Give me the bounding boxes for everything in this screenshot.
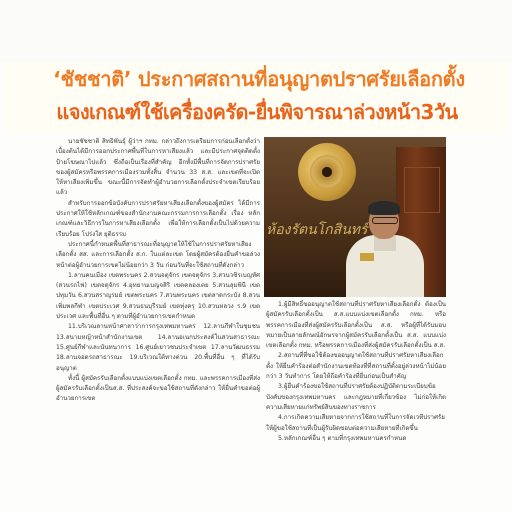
photo-sign: ห้องรัตนโกสินทร์ xyxy=(266,222,368,238)
paragraph: 1.ผู้มีสิทธิ์ขออนุญาตใช้สถานที่ปราศรัยหาเสียงเลือกตั้ง ต้องเป็นผู้สมัครรับเลือกตั้งเป็น ส.ส.แบบแบ่งเขตเลือกตั้ง กทม. หรือพรรคการเมืองที่ส่งผู้สมัครรับเลือกตั้งเป็น ส.ส. หรือผู้ที่ได้รับมอบหมายเป็นลายลักษณ์อักษรจากผู้สมัครรับเลือกตั้งเป็น ส.ส. แบบแบ่งเขตเลือกตั้ง กทม. หรือพรรคการเมืองที่ส่งผู้สมัครรับเลือกตั้งเป็น ส.ส. xyxy=(266,301,446,350)
glasses-icon xyxy=(372,217,398,224)
photo-door-panel xyxy=(404,167,440,213)
badge-icon xyxy=(360,253,374,261)
article-body-right xyxy=(266,300,446,510)
paragraph: ประกาศนี้กำหนดพื้นที่สาธารณะที่อนุญาตให้ใช้ในการปราศรัยหาเสียงเลือกตั้ง สส. และการเลือกตั้ง ส.ก. ในแต่ละเขต โดยผู้สมัครต้องยื่นคำขอล่วงหน้าต่อผู้อำนวยการเขตไม่น้อยกว่า 3 วัน ก่อนวันที่จะใช้สถานที่ดังกล่าว xyxy=(56,240,260,269)
paragraph: 4.การเกิดความเสียหายจากการใช้สถานที่ในการจัดเวทีปราศรัย ให้ผู้ขอใช้สถานที่เป็นผู้รับผิดชอบต่อความเสียหายที่เกิดขึ้น xyxy=(266,414,445,432)
paragraph: 11.บริเวณลานหน้าศาลาว่าการกรุงเทพมหานคร 12.ลานกีฬาในชุมชน 13.สนามหญ้าหน้าสำนักงานเขต 14.ลานอเนกประสงค์ในสวนสาธารณะ 15.ศูนย์กีฬาและนันทนาการ 16.ศูนย์เยาวชนประจำเขต 17.ลานวัฒนธรรม 18.ลานจอดรถสาธารณะ 19.บริเวณใต้ทางด่วน 20.พื้นที่อื่น ๆ ที่ได้รับอนุญาต xyxy=(56,323,260,372)
emblem-center-icon xyxy=(310,155,344,189)
paragraph: 5.หลักเกณฑ์อื่น ๆ ตามที่กรุงเทพมหานครกำหนด xyxy=(278,434,407,442)
article-body-left xyxy=(56,137,260,509)
paragraph: นายชัชชาติ สิทธิพันธุ์ ผู้ว่าฯ กทม. กล่าวถึงการเตรียมการก่อนเลือกตั้งว่า เบื้องต้นได้มีการออกประกาศพื้นที่ในการหาเสียงแล้ว และมีประกาศจุดติดตั้งป้ายโฆษณาไปแล้ว ซึ่งถือเป็นเรื่องที่สำคัญ อีกทั้งมีพื้นที่การจัดการปราศรัยของผู้สมัครหรือพรรคการเมืองรวมทั้งสิ้น จำนวน 33 ส.ส. และเขตที่จะเปิดให้หาเสียงเพิ่มขึ้น ขณะนี้มีการจัดทำผู้อำนวยการเลือกตั้งประจำเขตเรียบร้อยแล้ว xyxy=(56,138,260,197)
paragraph: 1.ลานคนเมือง เขตพระนคร 2.สวนจตุจักร เขตจตุจักร 3.สวนวชิรเบญทัศ (สวนรถไฟ) เขตจตุจักร 4.อุทยานเบญจสิริ เขตคลองเตย 5.สวนลุมพินี เขตปทุมวัน 6.สวนสราญรมย์ เขตพระนคร 7.สวนพระนคร เขตลาดกระบัง 8.สวนเพิ่มพลกีฬา เขตประเวศ 9.สวนธนบุรีรมย์ เขตทุ่งครุ 10.สวนหลวง ร.9 เขตประเวศ และพื้นที่อื่น ๆ ตามที่ผู้อำนวยการเขตกำหนด xyxy=(56,271,260,321)
article-photo xyxy=(264,137,446,297)
subheadline: แจงเกณฑ์ใช้เครื่องครัด-ยื่นพิจารณาล่วงหน้า3วัน xyxy=(56,100,458,124)
headline: ‘ชัชชาติ’ ประกาศสถานที่อนุญาตปราศรัยเลือกตั้ง xyxy=(53,67,465,91)
person-hair xyxy=(368,201,400,215)
page-margin xyxy=(0,0,512,62)
paragraph: 3.ผู้ยื่นคำร้องขอใช้สถานที่ปราศรัยต้องปฏิบัติตามระเบียบข้อบังคับของกรุงเทพมหานคร และกฎหมายที่เกี่ยวข้อง ไม่ก่อให้เกิดความเสียหายแก่ทรัพย์สินของทางราชการ xyxy=(266,383,446,411)
paragraph: สำหรับการออกข้อบังคับการปราศรัยหาเสียงเลือกตั้งของผู้สมัคร ได้มีการประกาศให้ใช้หลักเกณฑ์ของสำนักงานคณะกรรมการการเลือกตั้ง เรื่อง หลักเกณฑ์และวิธีการในการหาเสียงเลือกตั้ง เพื่อให้การเลือกตั้งเป็นไปด้วยความเรียบร้อย โปร่งใส ยุติธรรม xyxy=(56,199,260,238)
paragraph: ทั้งนี้ ผู้สมัครรับเลือกตั้งแบบแบ่งเขตเลือกตั้ง กทม. และพรรคการเมืองที่ส่งผู้สมัครรับเลือกตั้งเป็นส.ส. ที่ประสงค์จะขอใช้สถานที่ดังกล่าว ให้ยื่นคำขอต่อผู้อำนวยการเขต xyxy=(56,374,260,403)
paragraph: 2.สถานที่ที่ขอใช้ต้องขออนุญาตใช้สถานที่ปราศรัยหาเสียงเลือกตั้ง ให้ยื่นคำร้องต่อสำนักงานเขตท้องที่ที่สถานที่ตั้งอยู่ล่วงหน้าไม่น้อยกว่า 3 วันทำการ โดยให้ถือคำร้องที่ยื่นก่อนเป็นสำคัญ xyxy=(266,352,446,381)
